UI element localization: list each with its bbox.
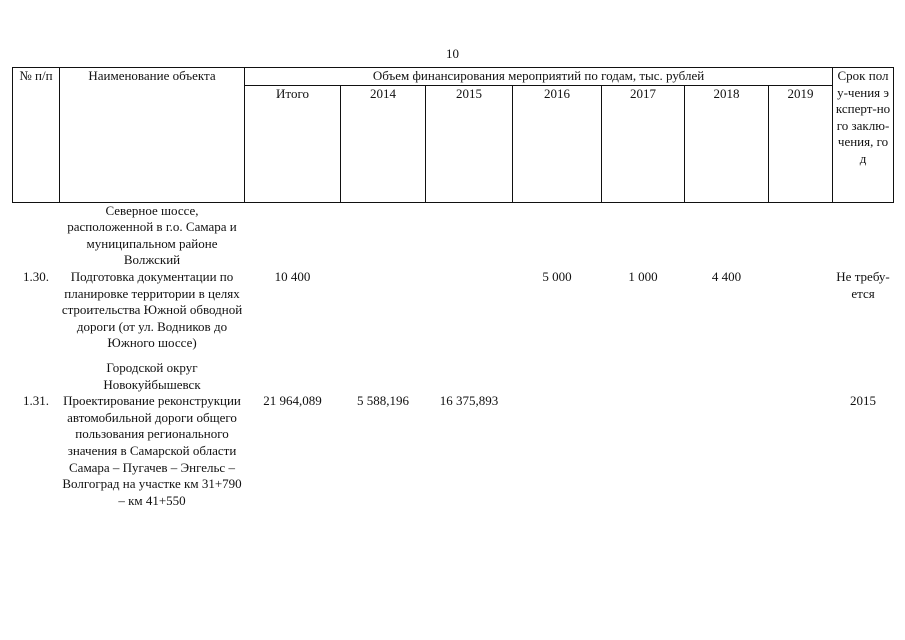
page-number: 10: [446, 46, 459, 61]
header-year-2016: 2016: [513, 85, 602, 202]
header-year-2018: 2018: [685, 85, 769, 202]
row-1-31-deadline: 2015: [850, 393, 877, 409]
row-1-30-deadline: Не требу-ется: [836, 268, 890, 301]
row-spacer: [13, 352, 894, 360]
row-1-30-pre-name: Северное шоссе, расположенной в г.о. Самара и муниципальном районе Волжский: [67, 202, 237, 268]
table-row: [13, 269, 894, 352]
table-cell: [245, 360, 894, 393]
header-year-2019: 2019: [769, 85, 833, 202]
row-1-31-2015: 16 375,893: [439, 393, 499, 409]
header-year-2017: 2017: [602, 85, 685, 202]
table-cell: [13, 360, 60, 393]
row-1-30-2019: [769, 269, 833, 352]
row-1-31-2018: [685, 393, 769, 509]
table-row: [13, 393, 894, 509]
row-1-31-2014: 5 588,196: [357, 393, 409, 409]
header-year-2014: 2014: [341, 85, 426, 202]
row-1-30-name: Подготовка документации по планировке территории в целях строительства Южной обводной дороги (от ул. Водников до Южного шоссе): [61, 268, 243, 351]
funding-table: [12, 67, 894, 509]
row-1-31-pre-name: Городской округ Новокуйбышевск: [103, 359, 201, 392]
header-name: Наименование объекта: [60, 68, 245, 203]
table-cell: [13, 202, 60, 269]
header-funding-group: Объем финансирования мероприятий по годам, тыс. рублей: [245, 68, 833, 86]
row-1-30-2015: [426, 269, 513, 352]
table-cell: [245, 202, 894, 269]
header-year-2015: 2015: [426, 85, 513, 202]
row-1-30-num: 1.30.: [23, 268, 49, 284]
row-1-31-name: Проектирование реконструкции автомобильной дороги общего пользования регионального значения в Самарской области Самара – Пугачев – Энгельс – Волгоград на участке км 31+790 – км 41+550: [62, 393, 242, 508]
row-1-30-2014: [341, 269, 426, 352]
table-row-section: [13, 360, 894, 393]
row-1-31-total: 21 964,089: [263, 393, 322, 409]
header-num: № п/п: [13, 68, 60, 203]
table-row-continuation: [13, 202, 894, 269]
row-1-31-2016: [513, 393, 602, 509]
row-1-31-2017: [602, 393, 685, 509]
row-1-30-total: 10 400: [274, 268, 311, 284]
header-deadline: Срок полу-чения эксперт-ного заклю-чения, год: [833, 68, 894, 203]
row-1-30-2017: 1 000: [628, 268, 658, 284]
row-1-30-2018: 4 400: [711, 268, 742, 284]
row-1-31-num: 1.31.: [23, 393, 49, 409]
row-1-30-2016: 5 000: [542, 268, 572, 284]
row-1-31-2019: [769, 393, 833, 509]
header-year-total: Итого: [245, 85, 341, 202]
